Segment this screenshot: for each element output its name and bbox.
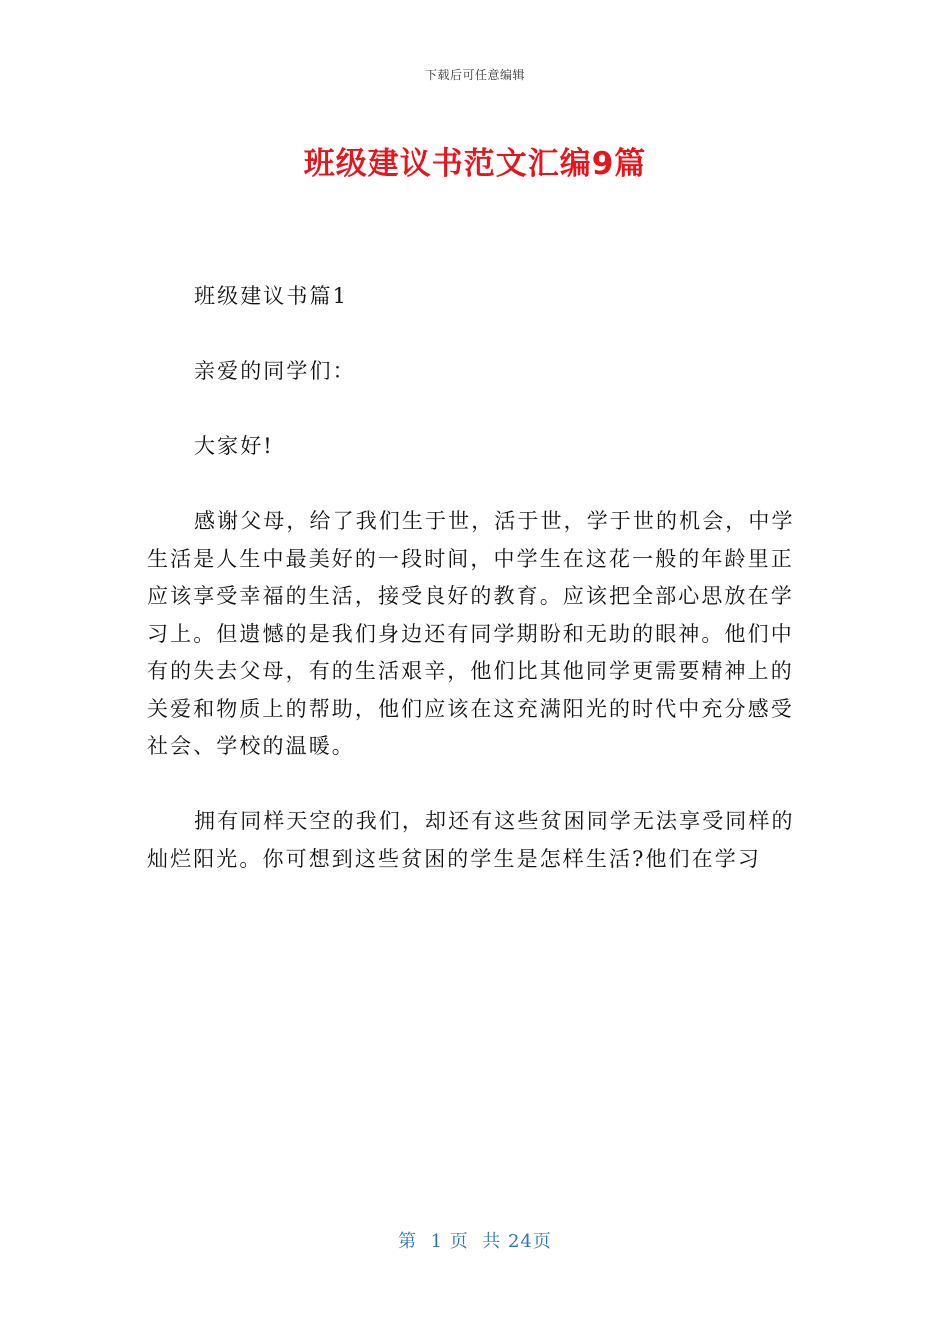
- page-number: 第 1 页 共 24页: [398, 1231, 552, 1252]
- greeting: 大家好!: [194, 434, 274, 458]
- salutation: 亲爱的同学们：: [194, 359, 356, 383]
- document-title: 班级建议书范文汇编9篇: [303, 146, 647, 182]
- body-paragraph: 拥有同样天空的我们，却还有这些贫困同学无法享受同样的灿烂阳光。你可想到这些贫困的学生是怎样生活?他们在学习: [147, 809, 795, 871]
- document-body: [147, 278, 802, 916]
- section-heading: 班级建议书篇1: [194, 284, 349, 308]
- header-note: 下载后可任意编辑: [424, 68, 525, 82]
- body-paragraph: 感谢父母，给了我们生于世，活于世，学于世的机会，中学生活是人生中最美好的一段时间，中学生在这花一般的年龄里正应该享受幸福的生活，接受良好的教育。应该把全部心思放在学习上。但遗憾的是我们身边还有同学期盼和无助的眼神。他们中有的失去父母，有的生活艰辛，他们比其他同学更需要精神上的关爱和物质上的帮助，他们应该在这充满阳光的时代中充分感受社会、学校的温暖。: [147, 509, 795, 758]
